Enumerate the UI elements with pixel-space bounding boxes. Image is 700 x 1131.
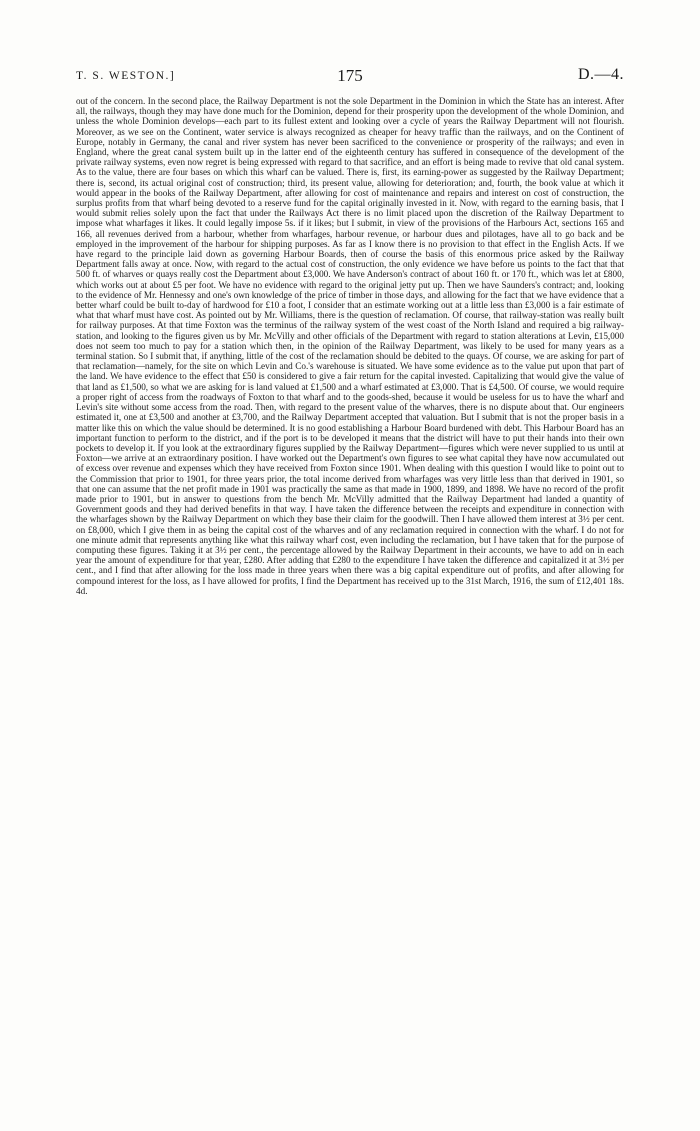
page-header <box>76 66 624 88</box>
document-reference: D.—4. <box>577 66 624 83</box>
running-head-speaker: T. S. WESTON.] <box>76 70 176 82</box>
body-paragraph: out of the concern. In the second place, the Railway Department is not the sole Department in the Dominion in which the State has an interest. After all, the railways, though they may have done much for the Dominion, depend for their prosperity upon the development of the whole Dominion, and unless the whole Dominion develops—each part to its fullest extent and looking over a cycle of years the Railway Department will not flourish. Moreover, as we see on the Continent, water service is always recognized as cheaper for heavy traffic than the railways, and on the Continent of Europe, notably in Germany, the canal and river system has never been sacrificed to the convenience or prosperity of the railways; and even in England, where the great canal system built up in the latter end of the eighteenth century has suffered in consequence of the development of the private railway systems, even now regret is being expressed with regard to that sacrifice, and an effort is being made to revive that old canal system. As to the value, there are four bases on which this wharf can be valued. There is, first, its earning-power as suggested by the Railway Department; there is, second, its actual original cost of construction; third, its present value, allowing for deterioration; and, fourth, the book value at which it would appear in the books of the Railway Department, after allowing for cost of maintenance and repairs and interest on cost of construction, the surplus profits from that wharf being devoted to a reserve fund for the capital originally invested in it. Now, with regard to the earning basis, that I would submit relies solely upon the fact that under the Railways Act there is no limit placed upon the discretion of the Railway Department to impose what wharfages it likes. It could legally impose 5s. if it likes; but I submit, in view of the provisions of the Harbours Act, sections 165 and 166, all revenues derived from a harbour, whether from wharfages, harbour revenue, or harbour dues and pilotages, have all to go back and be employed in the improvement of the harbour for shipping purposes. As far as I know there is no provision to that effect in the English Acts. If we have regard to the principle laid down as governing Harbour Boards, then of course the basis of this enormous price asked by the Railway Department falls away at once. Now, with regard to the actual cost of construction, the only evidence we have before us points to the fact that that 500 ft. of wharves or quays really cost the Department about £3,000. We have Anderson's contract of about 160 ft. or 170 ft., which was let at £800, which works out at about £5 per foot. We have no evidence with regard to the original jetty put up. Then we have Saunders's contract; and, looking to the evidence of Mr. Hennessy and one's own knowledge of the price of timber in those days, and allowing for the fact that we have evidence that a better wharf could be built to-day of hardwood for £10 a foot, I consider that an estimate working out at a little less than £3,000 is a fair estimate of what that wharf must have cost. As pointed out by Mr. Williams, there is the question of reclamation. Of course, that railway-station was really built for railway purposes. At that time Foxton was the terminus of the railway system of the west coast of the North Island and required a big railway-station, and looking to the figures given us by Mr. McVilly and other officials of the Department with regard to station alterations at Levin, £15,000 does not seem too much to pay for a station which then, in the opinion of the Railway Department, was likely to be used for many years as a terminal station. So I submit that, if anything, little of the cost of the reclamation should be debited to the quays. Of course, we are asking for part of that reclamation—namely, for the site on which Levin and Co.'s warehouse is situated. We have some evidence as to the value put upon that part of the land. We have evidence to the effect that £50 is considered to give a fair return for the capital invested. Capitalizing that would give the value of that land as £1,500, so what we are asking for is land valued at £1,500 and a wharf estimated at £3,000. That is £4,500. Of course, we would require a proper right of access from the roadways of Foxton to that wharf and to the goods-shed, because it would be useless for us to have the wharf and Levin's site without some access from the road. Then, with regard to the present value of the wharves, there is no dispute about that. Our engineers estimated it, one at £3,500 and another at £3,700, and the Railway Department accepted that valuation. But I submit that is not the proper basis in a matter like this on which the value should be determined. It is no good establishing a Harbour Board burdened with debt. This Harbour Board has an important function to perform to the district, and if the port is to be developed it means that the district will have to put their hands into their own pockets to develop it. If you look at the extraordinary figures supplied by the Railway Department—figures which were never supplied to us until at Foxton—we arrive at an extraordinary position. I have worked out the Department's own figures to see what capital they have now accumulated out of excess over revenue and expenses which they have received from Foxton since 1901. When dealing with this question I would like to point out to the Commission that prior to 1901, for three years prior, the total income derived from wharfages was very little less than that derived in 1901, so that one can assume that the net profit made in 1901 was practically the same as that made in 1900, 1899, and 1898. We have no record of the profit made prior to 1901, but in answer to questions from the bench Mr. McVilly admitted that the Railway Department had landed a quantity of Government goods and they had derived benefits in that way. I have taken the difference between the receipts and expenditure in connection with the wharfages shown by the Railway Department on which they base their claim for the goodwill. Then I have allowed them interest at 3½ per cent. on £8,000, which I give them in as being the capital cost of the wharves and of any reclamation required in connection with the wharf. I do not for one minute admit that represents anything like what this railway wharf cost, even including the reclamation, but I have taken that for the purpose of computing these figures. Taking it at 3½ per cent., the percentage allowed by the Railway Department in their accounts, we have to add on in each year the amount of expenditure for that year, £280. After adding that £280 to the expenditure I have taken the difference and capitalized it at 3½ per cent., and I find that after allowing for the loss made in three years when there was a big capital expenditure out of profits, and after allowing for compound interest for the loss, as I have allowed for profits, I find the Department has received up to the 31st March, 1916, the sum of £12,401 18s. 4d. <box>76 96 624 596</box>
page-number: 175 <box>337 66 363 85</box>
body-text <box>76 96 624 596</box>
